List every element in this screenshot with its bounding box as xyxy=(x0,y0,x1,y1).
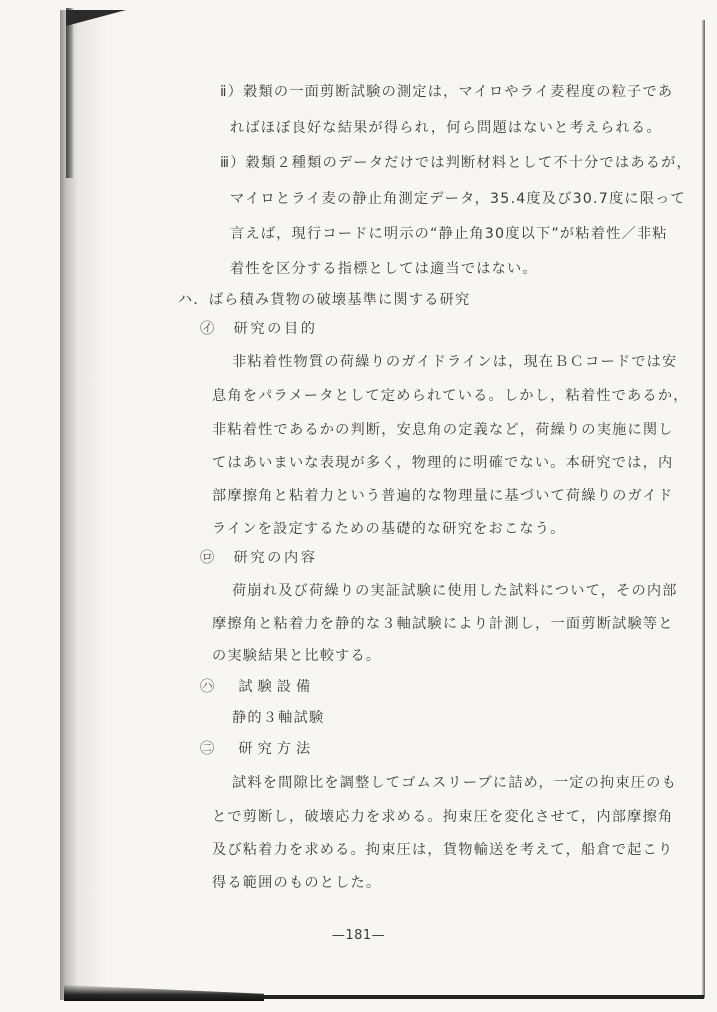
text-line: マイロとライ麦の静止角測定データ，35.4度及び30.7度に限って xyxy=(230,191,686,207)
text-line: 試料を間隙比を調整してゴムスリーブに詰め，一定の拘束圧のも xyxy=(232,775,677,791)
text-line: ⅱ）穀類の一面剪断試験の測定は，マイロやライ麦程度の粒子であ xyxy=(220,84,674,100)
subsection-heading: ㊁ 研究方法 xyxy=(200,741,316,757)
text-line: 息角をパラメータとして定められている。しかし，粘着性であるか， xyxy=(212,388,689,404)
text-line: 部摩擦角と粘着力という普遍的な物理量に基づいて荷繰りのガイド xyxy=(212,488,674,504)
scan-edge-bottom-left xyxy=(64,985,264,1001)
text-line: 着性を区分する指標としては適当ではない。 xyxy=(230,261,538,277)
text-line: 得る範囲のものとした。 xyxy=(212,875,382,891)
scan-corner xyxy=(66,10,126,26)
text-line: 非粘着性物質の荷繰りのガイドラインは，現在ＢＣコードでは安 xyxy=(232,354,678,370)
scan-edge-top xyxy=(66,8,74,178)
text-line: 非粘着性であるかの判断，安息角の定義など，荷繰りの実施に関し xyxy=(212,422,674,438)
text-line: とで剪断し，破壊応力を求める。拘束圧を変化させて，内部摩擦角 xyxy=(212,809,674,825)
text-line: ラインを設定するための基礎的な研究をおこなう。 xyxy=(212,521,566,537)
text-line: の実験結果と比較する。 xyxy=(212,648,382,664)
text-line: 荷崩れ及び荷繰りの実証試験に使用した試料について，その内部 xyxy=(232,583,678,599)
subsection-heading: ㋑ 研究の目的 xyxy=(200,321,318,337)
text-line: てはあいまいな表現が多く，物理的に明確でない。本研究では，内 xyxy=(212,455,674,471)
section-heading: ハ．ばら積み貨物の破壊基準に関する研究 xyxy=(178,292,471,308)
text-line: 及び粘着力を求める。拘束圧は，貨物輸送を考えて，船倉で起こり xyxy=(212,842,674,858)
text-line: 摩擦角と粘着力を静的な３軸試験により計測し，一面剪断試験等と xyxy=(212,616,674,632)
text-line: ればほぼ良好な結果が得られ，何ら問題はないと考えられる。 xyxy=(230,120,662,136)
subsection-heading: ㋺ 研究の内容 xyxy=(200,550,318,566)
scan-edge-right xyxy=(702,20,705,998)
scan-edge-bottom xyxy=(264,995,704,999)
text-line: 静的３軸試験 xyxy=(232,710,325,726)
subsection-heading: ㋩ 試験設備 xyxy=(200,679,316,695)
text-line: 言えば，現行コードに明示の“静止角30度以下”が粘着性／非粘 xyxy=(230,226,668,242)
page-number: —181— xyxy=(331,928,386,943)
text-line: ⅲ）穀類２種類のデータだけでは判断材料として不十分ではあるが， xyxy=(220,155,692,171)
